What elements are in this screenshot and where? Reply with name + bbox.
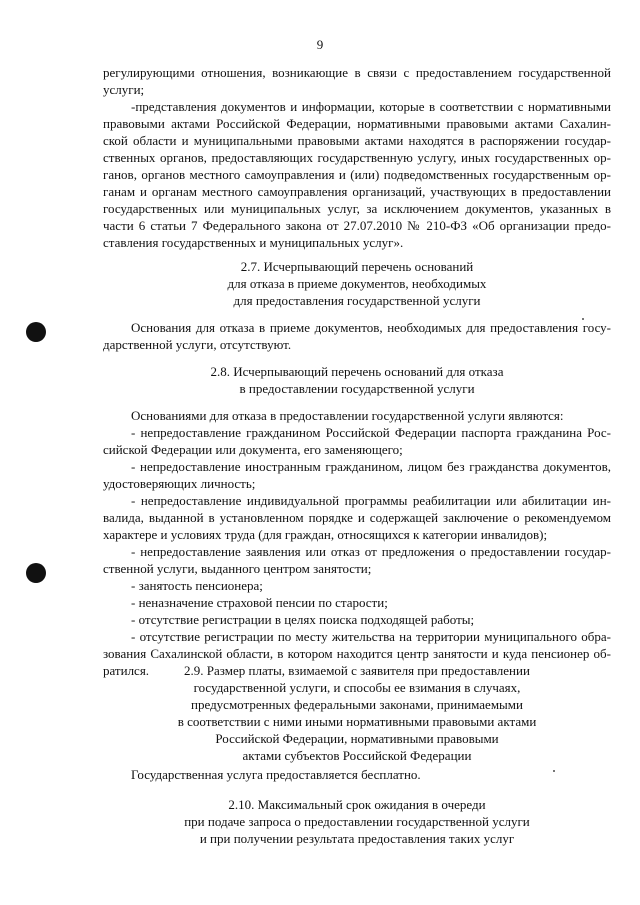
text-line: - непредоставление иностранным гражданином, лицом без гражданства документов, [131,459,611,474]
text-line: Основания для отказа в приеме документов, необходимых для предоставления госу- [131,320,611,335]
text-line: ганов, органов местного самоуправления и (или) подведомственных государственным ор- [103,167,611,182]
heading-line: и при получении результата предоставления таких услуг [199,831,515,846]
text-line: дарственной услуги, отсутствуют. [103,337,292,352]
heading-line: 2.8. Исчерпывающий перечень оснований для отказа [210,364,504,379]
text-line: характере и условиях труда (для граждан, относящихся к категории инвалидов); [103,527,548,542]
text-line: ганам и органам местного самоуправления организаций, участвующих в предоставлении [103,184,611,199]
text-line: ской области и муниципальными правовыми актами находятся в распоряжении государ- [103,133,611,148]
text-line: -представления документов и информации, которые в соответствии с нормативными [131,99,611,114]
punch-hole-top [26,322,46,342]
heading-line: предусмотренных федеральными законами, принимаемыми [191,697,523,712]
paragraph-block-3 [103,407,611,679]
text-line: - занятость пенсионера; [131,578,263,593]
heading-line: 2.9. Размер платы, взимаемой с заявителя при предоставлении [184,663,530,678]
text-line: правовыми актами Российской Федерации, нормативными правовыми актами Сахалин- [103,116,611,131]
heading-line: государственной услуги, и способы ее взимания в случаях, [193,680,521,695]
text-line: части 6 статьи 7 Федерального закона от 27.07.2010 № 210-ФЗ «Об организации предо- [103,218,611,233]
text-line: - непредоставление гражданином Российской Федерации паспорта гражданина Рос- [131,425,611,440]
text-line: - неназначение страховой пенсии по старости; [131,595,388,610]
text-line: ставления государственных и муниципальных услуг». [103,235,404,250]
heading-line: 2.7. Исчерпывающий перечень оснований [240,259,474,274]
heading-line: актами субъектов Российской Федерации [242,748,472,763]
text-line: - отсутствие регистрации по месту жительства на территории муниципального обра- [131,629,611,644]
heading-line: для предоставления государственной услуги [233,293,481,308]
text-line: государственных или муниципальных услуг, за исключением документов, указанных в [103,201,611,216]
text-line: регулирующими отношения, возникающие в связи с предоставлением государственной [103,65,611,80]
paragraph-block-2 [103,319,611,353]
text-line: ратился. [103,663,150,678]
text-line: удостоверяющих личность; [103,476,256,491]
heading-2-7 [103,258,611,309]
heading-line: в предоставлении государственной услуги [239,381,475,396]
heading-line: Российской Федерации, нормативными правовыми [215,731,499,746]
text-line: зования Сахалинской области, в котором находится центр занятости и куда пенсионер об- [103,646,611,661]
text-line: ственной услуги, выданного центром занятости; [103,561,372,576]
punch-hole-bottom [26,563,46,583]
heading-2-10 [103,796,611,847]
heading-line: в соответствии с ними иными нормативными правовыми актами [177,714,537,729]
text-line: Государственная услуга предоставляется бесплатно. [131,767,421,782]
text-line: валида, выданной в установленном порядке и содержащей заключение о рекомендуемом [103,510,611,525]
heading-line: для отказа в приеме документов, необходимых [227,276,487,291]
text-line: сийской Федерации или документа, его заменяющего; [103,442,403,457]
heading-line: 2.10. Максимальный срок ожидания в очереди [228,797,486,812]
page-number: 9 [316,37,324,52]
heading-2-9 [103,662,611,764]
text-line: - непредоставление индивидуальной программы реабилитации или абилитации ин- [131,493,611,508]
heading-line: при подаче запроса о предоставлении государственной услуги [184,814,530,829]
text-line: услуги; [103,82,145,97]
paragraph-block-4 [103,766,611,783]
heading-2-8 [103,363,611,397]
text-line: - отсутствие регистрации в целях поиска подходящей работы; [131,612,475,627]
text-line: Основаниями для отказа в предоставлении государственной услуги являются: [131,408,564,423]
text-line: - непредоставление заявления или отказ от предложения о предоставлении государ- [131,544,611,559]
text-line: ственных органов, предоставляющих государственную услугу, иных государственных ор- [103,150,611,165]
paragraph-block-1 [103,64,611,251]
